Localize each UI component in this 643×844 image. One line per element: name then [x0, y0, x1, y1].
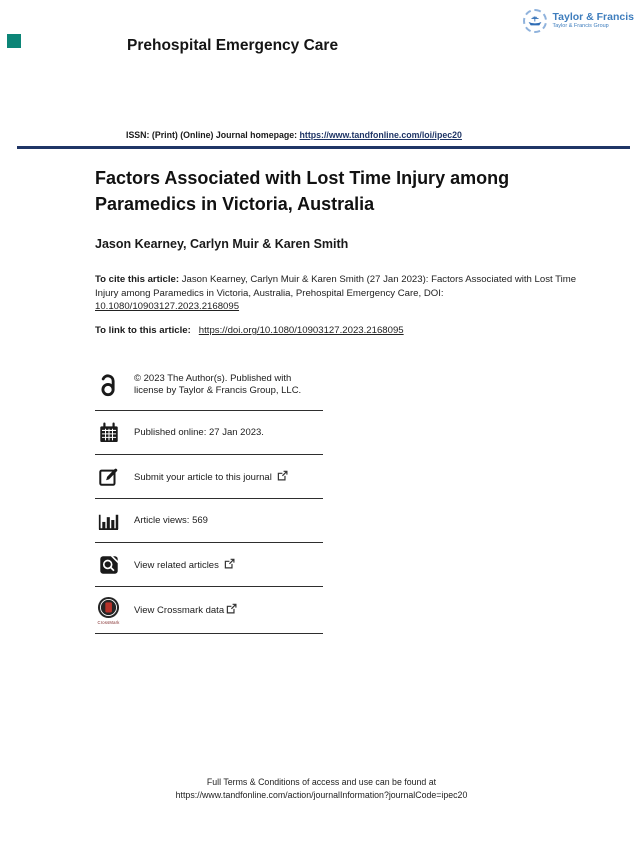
calendar-icon: [95, 422, 122, 444]
header-divider: [17, 146, 630, 149]
taylor-francis-ship-icon: [523, 9, 547, 33]
related-articles-link[interactable]: [134, 558, 235, 572]
article-views-text: Article views: 569: [134, 514, 208, 526]
article-views-row: [95, 499, 323, 543]
external-link-icon: [224, 558, 235, 569]
cite-doi-link[interactable]: 10.1080/10903127.2023.2168095: [95, 301, 240, 312]
logo-subtitle: Taylor & Francis Group: [552, 23, 609, 29]
issn-label: ISSN: (Print) (Online) Journal homepage:: [126, 130, 300, 140]
submit-article-icon: [95, 466, 122, 488]
open-access-icon: [95, 373, 122, 397]
crossmark-row: [95, 587, 323, 634]
related-articles-label: View related articles: [134, 559, 219, 571]
article-doi-link[interactable]: https://doi.org/10.1080/10903127.2023.2168095: [198, 325, 404, 336]
crossmark-label: View Crossmark data: [134, 605, 225, 616]
submit-article-label: Submit your article to this journal: [134, 471, 272, 483]
submit-row: [95, 455, 323, 499]
footer-terms-text: Full Terms & Conditions of access and use can be found at: [206, 777, 437, 787]
article-title: Factors Associated with Lost Time Injury among Paramedics in Victoria, Australia: [95, 168, 510, 214]
submit-article-link[interactable]: [134, 470, 288, 484]
related-articles-row: [95, 543, 323, 587]
license-text: © 2023 The Author(s). Published with license by Taylor & Francis Group, LLC.: [134, 373, 302, 396]
crossmark-icon: [95, 596, 122, 625]
logo-title: Taylor & Francis: [552, 11, 634, 23]
external-link-icon: [226, 603, 237, 614]
bar-chart-icon: [95, 510, 122, 531]
journal-homepage-link[interactable]: https://www.tandfonline.com/loi/ipec20: [299, 130, 462, 140]
journal-title: Prehospital Emergency Care: [127, 37, 339, 54]
published-text: Published online: 27 Jan 2023.: [134, 426, 264, 438]
cite-label: To cite this article:: [95, 274, 180, 285]
link-label: To link to this article:: [95, 325, 191, 336]
journal-accent-square: [7, 34, 21, 48]
taylor-francis-logo: [523, 9, 635, 33]
article-meta-list: [95, 360, 323, 634]
logo-text: [553, 12, 635, 30]
license-row: [95, 360, 323, 411]
related-articles-icon: [95, 554, 122, 576]
footer-terms-url[interactable]: https://www.tandfonline.com/action/journalInformation?journalCode=ipec20: [175, 789, 468, 800]
crossmark-link[interactable]: [134, 603, 237, 617]
external-link-icon: [277, 470, 288, 481]
published-row: [95, 411, 323, 455]
article-authors: Jason Kearney, Carlyn Muir & Karen Smith: [95, 237, 349, 251]
footer-terms: [0, 776, 643, 801]
citation-paragraph: [95, 273, 579, 314]
cite-body: Jason Kearney, Carlyn Muir & Karen Smith (27 Jan 2023): Factors Associated with Lost Time Injury among Paramedics in Victoria, Australia, Prehospital Emergency Care, DOI:: [95, 274, 577, 299]
crossmark-caption: CrossMark: [97, 619, 120, 625]
issn-homepage-line: [126, 130, 462, 140]
link-line: [95, 325, 404, 336]
